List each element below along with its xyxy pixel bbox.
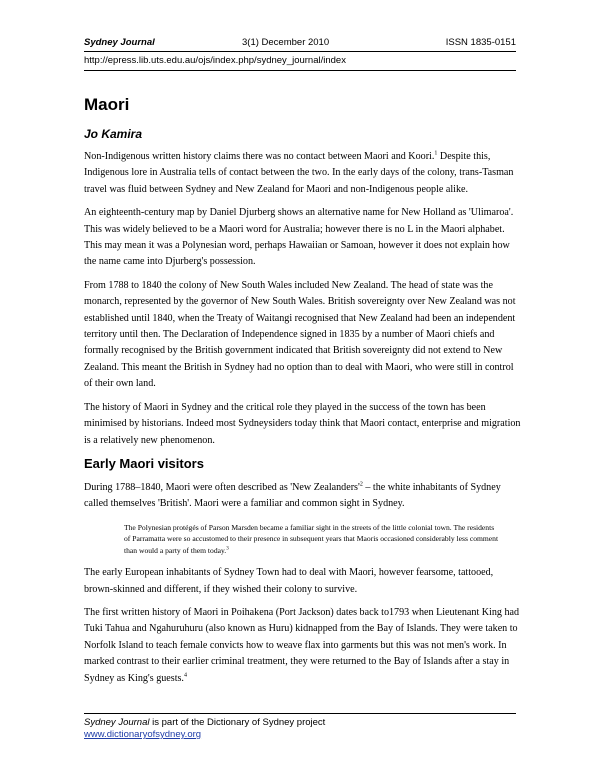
paragraph-5: During 1788–1840, Maori were often described as 'New $Zealanders'^2$ – the white inhabitants of Sydney called themselves 'British'. Maori were a familiar and common sight in Sydney. [84,481,501,510]
paragraph-2: An eighteenth-century map by Daniel Djurberg shows an alternative name for New Holland as 'Ulimaroa'. This was widely believed to be a Maori word for Australia; however there is no L in the Maori alphabet. This may mean it was a Polynesian word, perhaps Hawaiian or Samoan, however it does not explain how the name came into Djurberg's possession. [84,207,514,268]
footnote-ref-4[interactable]: 4 [183,672,187,679]
paragraph-3: From 1788 to 1840 the colony of New South Wales included New Zealand. The head of state was the monarch, represented by the governor of New South Wales. British sovereignty over New Zealand was not established until 1840, when the Treaty of Waitangi recognised that New Zealand had been an independent territory until then. The Declaration of Independence signed in 1835 by a number of Maori chiefs and formally recognised by the British government indicated that British sovereignty did not extend to New Zealand. This meant the British in Sydney had no option than to deal with Maori, who were still in control of their own land. [84,279,516,390]
paragraph-4: The history of Maori in Sydney and the critical role they played in the success of the town has been minimised by historians. Indeed most Sydneysiders today think that Maori contact, enterprise and migration is a relatively new phenomenon. [84,401,521,446]
footer-rule [84,713,516,714]
running-header [84,36,516,50]
paragraph-7: The first written history of Maori in Poihakena (Port Jackson) dates back to1793 when Lieutenant King had Tuki Tahua and Ngahuruhuru (also known as Huru) kidnapped from the Bay of Islands. They were taken to Norfolk Island to teach female convicts how to weave flax into garments but this was not men's work. In marked contrast to their earlier criminal treatment, they were returned to the Bay of Islands after a stay in Sydney as King's guests.$^4$ [84,607,520,684]
journal-url: http://epress.lib.uts.edu.au/ojs/index.php/sydney_journal/index [84,55,346,66]
article-author: Jo Kamira [84,127,143,141]
header-rule [84,51,516,52]
article-title: Maori [84,95,130,114]
footer [84,717,325,741]
block-quote: The Polynesian protégés of Parson Marsden became a familiar sight in the streets of the little colonial town. The residents of Parramatta were so accustomed to their presence in subsequent years that Maoris occasioned considerably less comment than would a party of them today.$^3$ [124,522,499,555]
article-body [84,95,524,687]
paragraph-6: The early European inhabitants of Sydney Town had to deal with Maori, however fearsome, tattooed, brown-skinned and different, if they wished their colony to survive. [84,567,494,595]
section-heading: Early Maori visitors [84,455,204,471]
footnote-ref-1[interactable]: 1 [434,150,438,157]
footer-journal-name: Sydney Journal [84,717,150,728]
issn: ISSN 1835-0151 [445,37,516,48]
paragraph-1: Non-Indigenous written history claims there was no contact between Maori and Koori.$^1$ Despite this, Indigenous lore in Australia tells of contact between the two. In the early days of the colony, trans-Tasman travel was fluid between Sydney and New Zealand for Maori and non-Indigenous people alike. [84,150,514,195]
footnote-ref-2[interactable]: 2 [359,481,363,488]
journal-name: Sydney Journal [84,37,155,48]
footer-text: is part of the Dictionary of Sydney project [149,717,326,728]
issue-info: 3(1) December 2010 [242,37,330,48]
url-rule [84,70,516,71]
footer-link[interactable]: www.dictionaryofsydney.org [84,729,202,740]
footnote-ref-3[interactable]: 3 [226,546,229,552]
